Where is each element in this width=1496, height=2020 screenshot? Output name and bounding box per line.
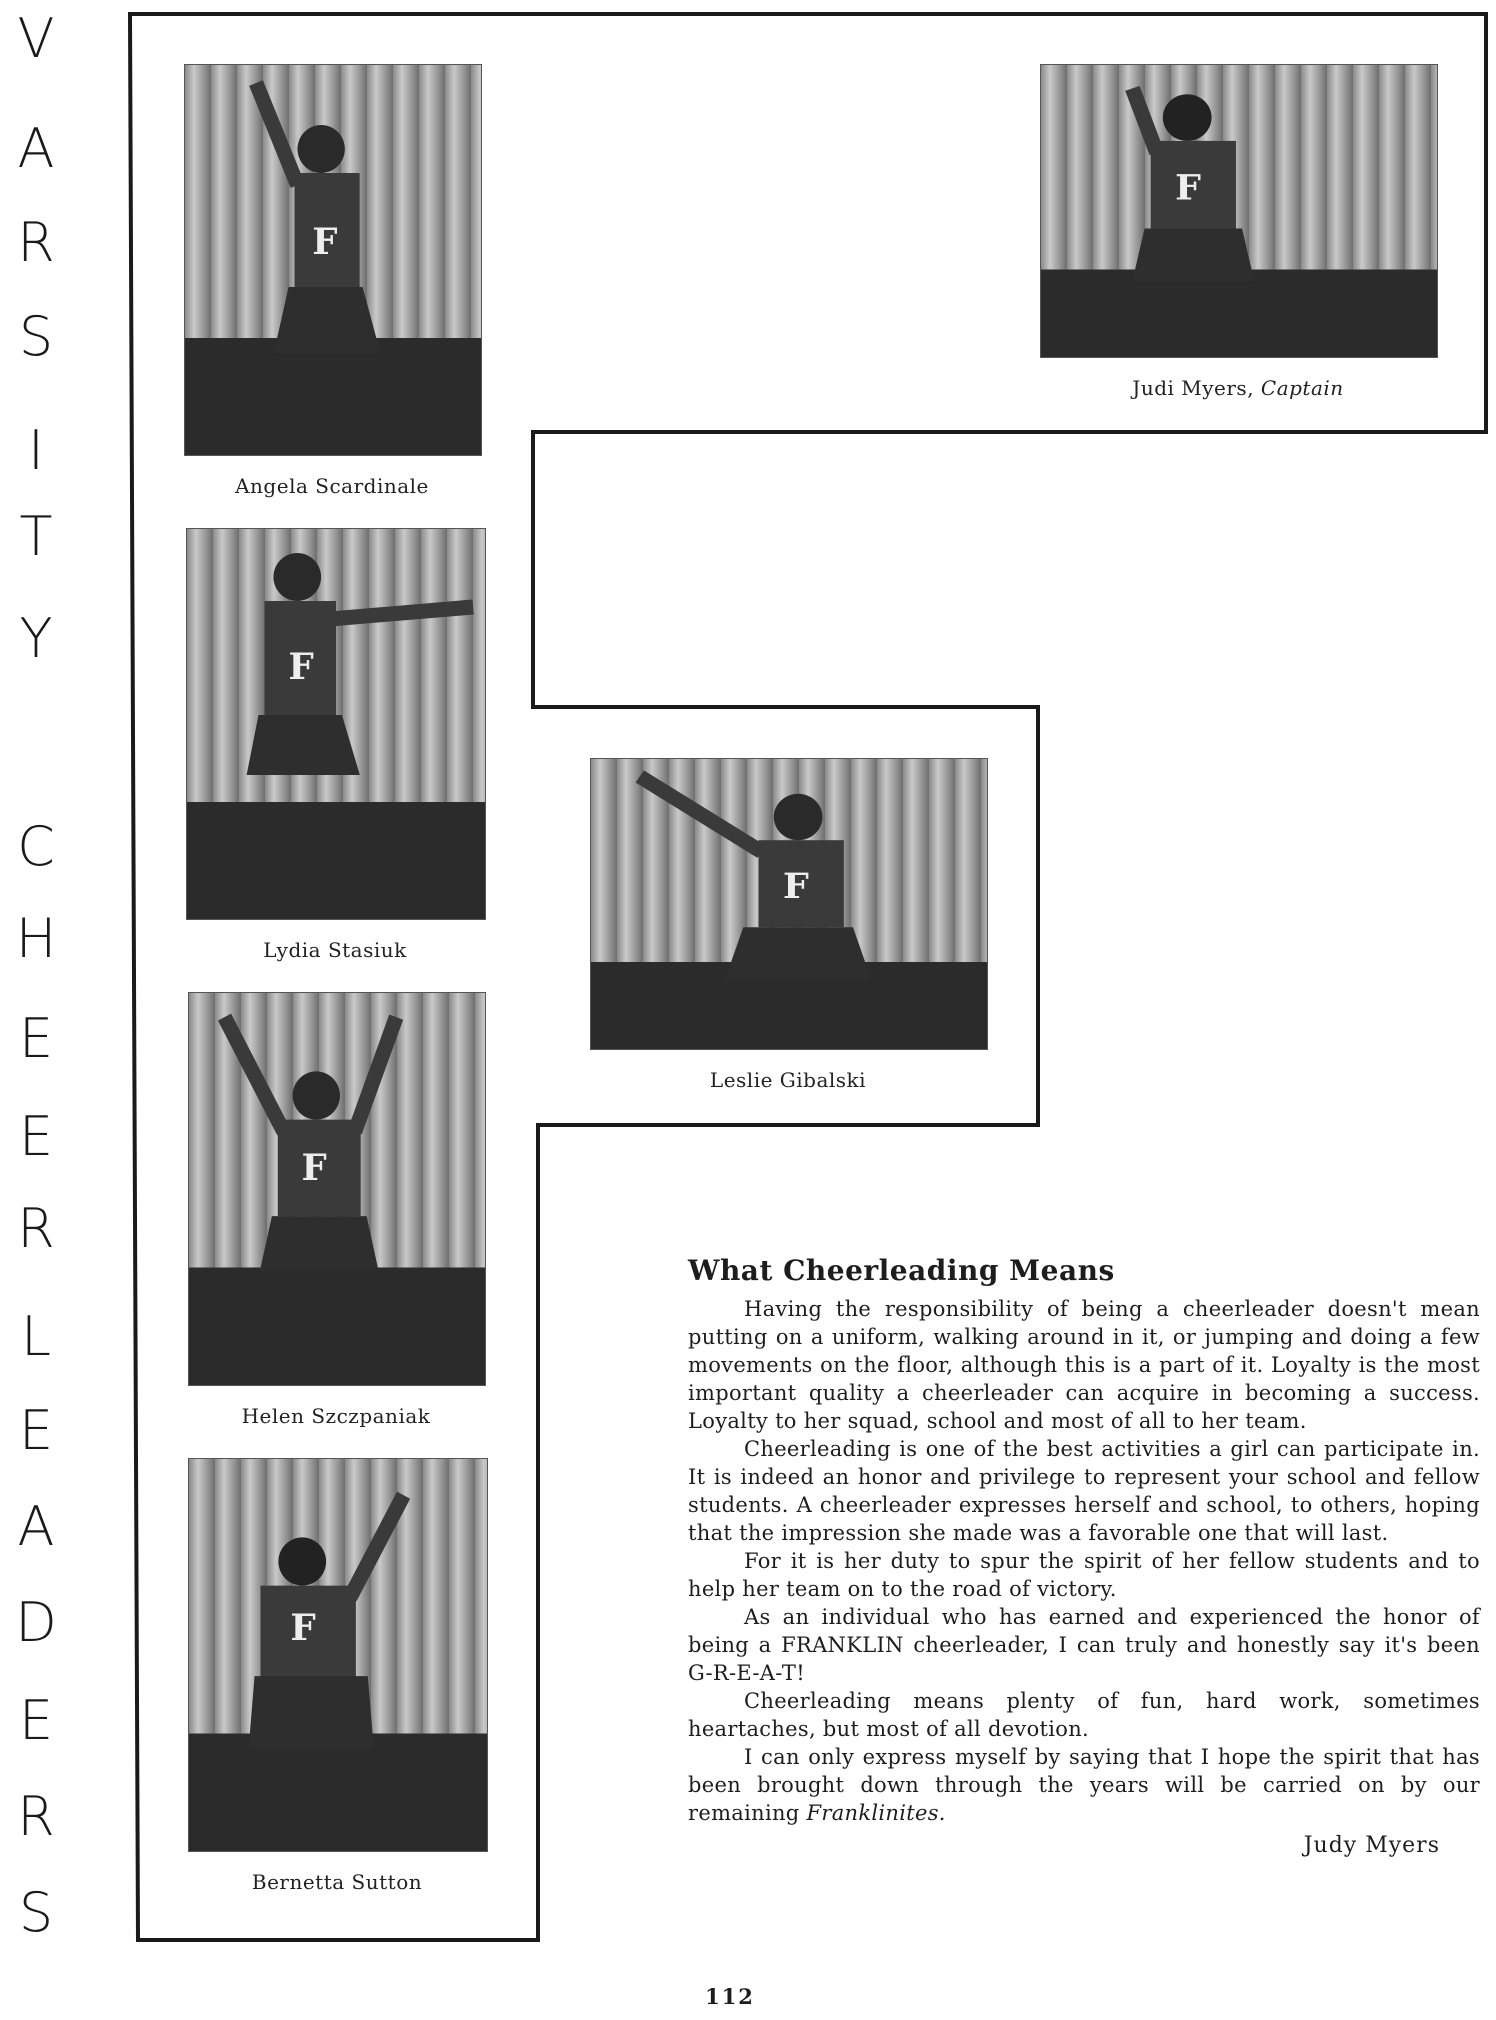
side-title-letter: D [15,1591,57,1654]
essay-paragraph: Cheerleading means plenty of fun, hard work, sometimes heartaches, but most of all devotion. [688,1689,1480,1741]
cheerleader-figure [591,759,987,1049]
essay-paragraph [688,1743,1480,1827]
photo-caption: Lydia Stasiuk [263,938,407,962]
essay-last-text: I can only express myself by saying that I hope the spirit that has been brought down through the years will be carried on by our remaining [688,1745,1480,1825]
cheerleader-figure [189,993,485,1385]
essay-last-italic: Franklinites. [806,1801,946,1825]
photo-caption: Leslie Gibalski [709,1068,867,1092]
cheerleader-photo [590,758,988,1050]
side-title-letter: S [18,305,54,368]
page-number: 112 [705,1984,755,2009]
svg-text:F: F [290,1606,316,1649]
side-title-letter: E [18,1399,54,1462]
side-title-letter: E [18,1689,54,1752]
cheerleader-figure [185,65,481,455]
side-title-letter: E [18,1105,54,1168]
svg-text:F: F [1175,167,1201,209]
cheerleader-figure [189,1459,487,1851]
svg-text:F: F [288,645,314,689]
side-title-letter: H [15,907,57,970]
captain-role: Captain [1260,376,1344,400]
side-title-letter: T [19,505,53,568]
side-title-letter: V [17,7,55,70]
side-title-letter: R [17,211,55,274]
cheerleader-photo [188,1458,488,1852]
side-title-letter: A [17,1495,55,1558]
cheerleader-figure [187,529,485,919]
photo-caption: Helen Szczpaniak [241,1404,431,1428]
photo-caption: Angela Scardinale [235,474,429,498]
side-title-letter: E [18,1007,54,1070]
cheerleader-photo [184,64,482,456]
cheerleader-photo [1040,64,1438,358]
side-title-letter: Y [19,607,53,670]
photo-caption: Bernetta Sutton [251,1870,423,1894]
essay-title: What Cheerleading Means [688,1254,1115,1287]
photo-caption-captain [1040,376,1436,400]
svg-text:F: F [782,866,809,907]
side-title-letter: S [18,1881,54,1944]
essay-signature: Judy Myers [1303,1833,1440,1858]
svg-text:F: F [312,220,338,264]
cheerleader-photo [186,528,486,920]
captain-name: Judi Myers, [1132,376,1255,400]
cheerleader-figure [1041,65,1437,357]
essay [688,1254,1480,1858]
essay-paragraph: For it is her duty to spur the spirit of her fellow students and to help her team on to the road of victory. [688,1549,1480,1601]
side-title-letter: C [17,815,55,878]
side-title-letter: L [20,1305,52,1368]
svg-text:F: F [301,1146,327,1190]
side-title-letter: R [17,1197,55,1260]
cheerleader-photo [188,992,486,1386]
essay-paragraph: As an individual who has earned and experienced the honor of being a FRANKLIN cheerleader, I can truly and honestly say it's been G-R-E-A-T! [688,1605,1480,1685]
essay-paragraph: Having the responsibility of being a cheerleader doesn't mean putting on a uniform, walking around in it, or jumping and doing a few movements on the floor, although this is a part of it. Loyalty is the most important quality a cheerleader can acquire in becoming a success. Loyalty to her squad, school and most of all to her team. [688,1297,1480,1433]
side-title-letter: R [17,1785,55,1848]
essay-paragraph: Cheerleading is one of the best activities a girl can participate in. It is indeed an honor and privilege to represent your school and fellow students. A cheerleader expresses herself and school, to others, hoping that the impression she made was a favorable one that will last. [688,1437,1480,1545]
side-title-letter: A [17,117,55,180]
side-title-letter: I [28,419,44,482]
